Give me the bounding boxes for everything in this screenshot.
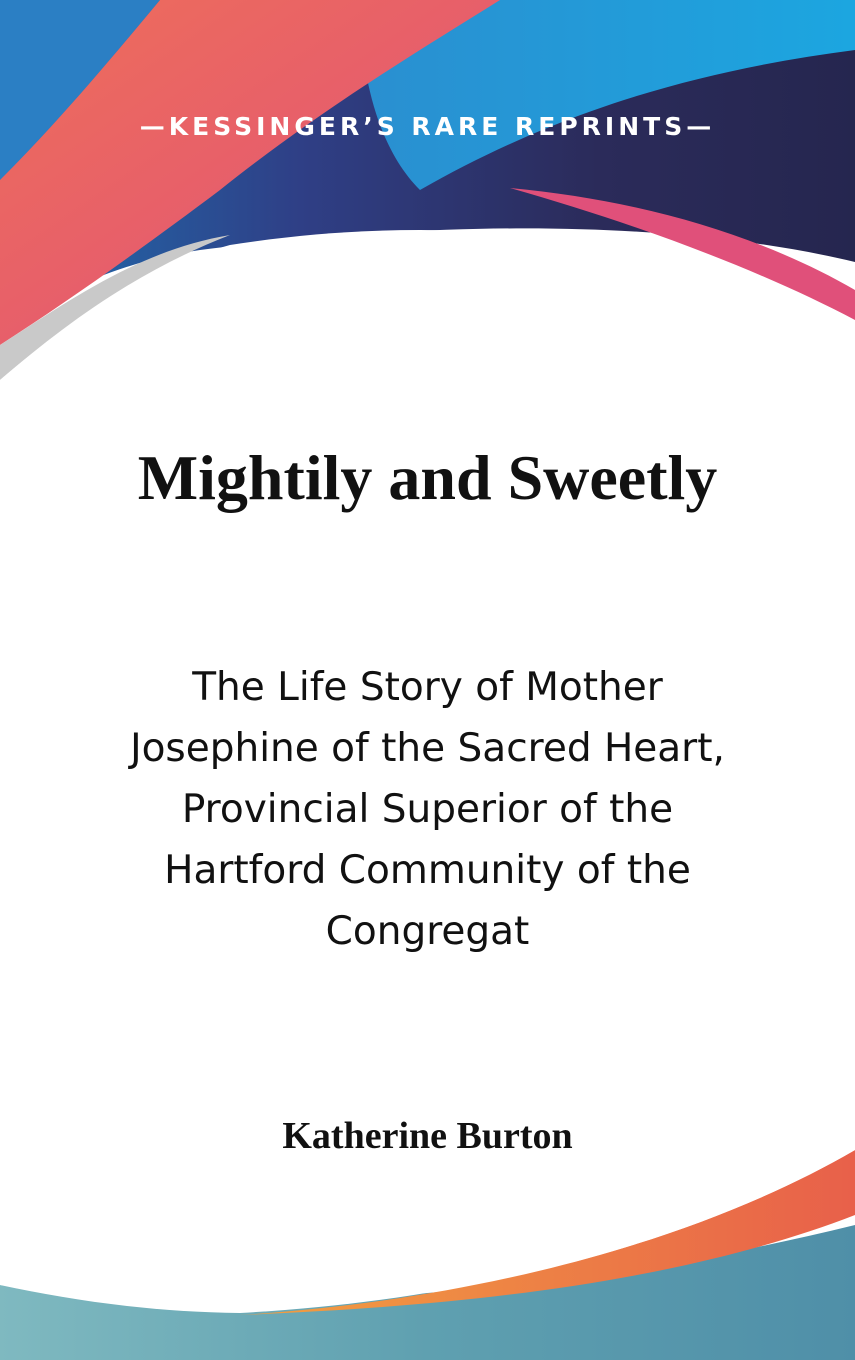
series-banner: —KESSINGER’S RARE REPRINTS—: [139, 112, 716, 141]
book-title: Mightily and Sweetly: [137, 442, 718, 513]
subtitle-line: Congregat: [325, 909, 530, 954]
book-author: Katherine Burton: [282, 1115, 573, 1157]
subtitle-line: Josephine of the Sacred Heart,: [130, 726, 725, 771]
book-subtitle: [60, 657, 795, 962]
subtitle-line: The Life Story of Mother: [192, 665, 663, 710]
subtitle-line: Provincial Superior of the: [181, 787, 674, 832]
subtitle-line: Hartford Community of the: [164, 848, 691, 893]
